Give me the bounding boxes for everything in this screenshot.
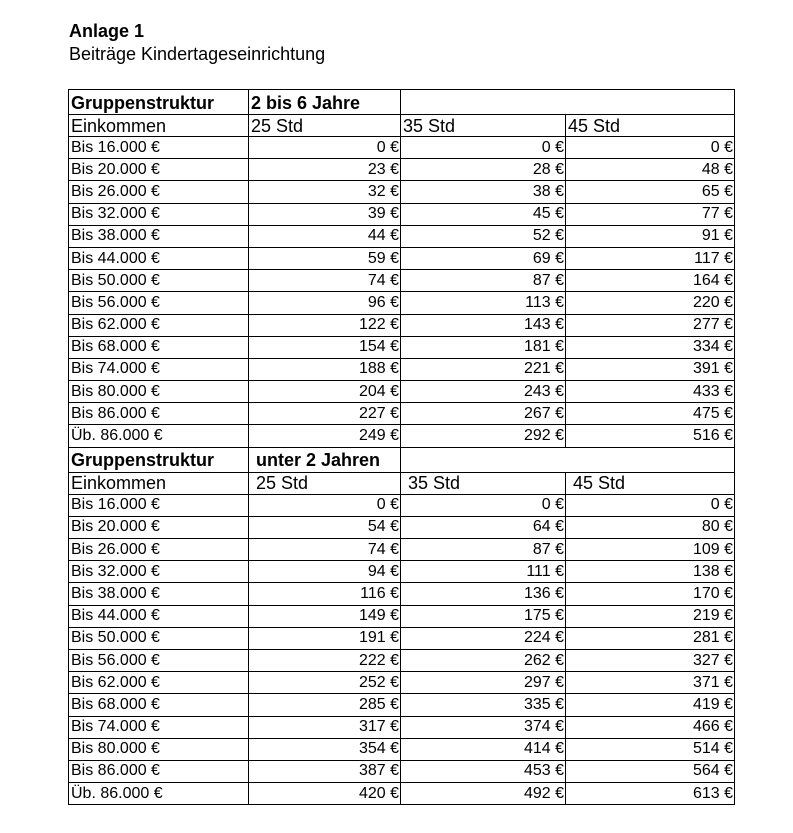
document-title: Anlage 1 (69, 21, 145, 41)
income-bracket: Bis 68.000 € (69, 694, 249, 716)
fee-value: 267 € (401, 403, 566, 425)
fee-value: 69 € (401, 247, 566, 269)
fee-value: 249 € (249, 425, 401, 447)
fee-value: 0 € (401, 137, 566, 159)
income-bracket: Üb. 86.000 € (69, 425, 249, 447)
table-row (69, 203, 735, 225)
group-header-row (69, 447, 735, 472)
income-bracket: Bis 80.000 € (69, 381, 249, 403)
table-row (69, 181, 735, 203)
hours-column-header-0: 25 Std (249, 472, 401, 494)
income-bracket: Bis 56.000 € (69, 649, 249, 671)
fee-value: 371 € (566, 672, 735, 694)
group-structure-label: Gruppenstruktur (69, 90, 249, 115)
fee-value: 45 € (401, 203, 566, 225)
fee-value: 113 € (401, 292, 566, 314)
fee-value: 149 € (249, 605, 401, 627)
fee-value: 80 € (566, 516, 735, 538)
fee-value: 227 € (249, 403, 401, 425)
hours-column-header-1: 35 Std (401, 115, 566, 137)
table-row (69, 605, 735, 627)
fee-value: 175 € (401, 605, 566, 627)
empty-header-cell (401, 447, 735, 472)
table-row (69, 583, 735, 605)
fee-value: 111 € (401, 561, 566, 583)
fee-value: 109 € (566, 539, 735, 561)
income-bracket: Bis 50.000 € (69, 627, 249, 649)
fee-value: 0 € (566, 137, 735, 159)
fee-value: 335 € (401, 694, 566, 716)
table-row (69, 516, 735, 538)
document-subtitle: Beiträge Kindertageseinrichtung (69, 44, 326, 64)
fee-value: 262 € (401, 649, 566, 671)
fee-value: 564 € (566, 760, 735, 782)
fee-value: 222 € (249, 649, 401, 671)
fee-value: 220 € (566, 292, 735, 314)
fee-value: 391 € (566, 358, 735, 380)
fee-value: 475 € (566, 403, 735, 425)
fee-value: 277 € (566, 314, 735, 336)
fee-value: 191 € (249, 627, 401, 649)
fee-value: 28 € (401, 159, 566, 181)
hours-column-header-2: 45 Std (566, 472, 735, 494)
table-row (69, 425, 735, 447)
fee-value: 181 € (401, 336, 566, 358)
income-bracket: Üb. 86.000 € (69, 783, 249, 805)
income-bracket: Bis 44.000 € (69, 247, 249, 269)
fee-value: 117 € (566, 247, 735, 269)
fee-value: 453 € (401, 760, 566, 782)
fee-value: 317 € (249, 716, 401, 738)
fee-value: 94 € (249, 561, 401, 583)
fee-value: 219 € (566, 605, 735, 627)
fee-value: 96 € (249, 292, 401, 314)
table-row (69, 760, 735, 782)
income-bracket: Bis 62.000 € (69, 314, 249, 336)
group-structure-label: Gruppenstruktur (69, 447, 249, 472)
fee-value: 48 € (566, 159, 735, 181)
table-row (69, 494, 735, 516)
fee-table (68, 89, 735, 805)
table-row (69, 738, 735, 760)
table-row (69, 247, 735, 269)
fee-value: 292 € (401, 425, 566, 447)
income-bracket: Bis 86.000 € (69, 760, 249, 782)
table-row (69, 539, 735, 561)
fee-value: 0 € (566, 494, 735, 516)
income-bracket: Bis 62.000 € (69, 672, 249, 694)
fee-value: 374 € (401, 716, 566, 738)
table-row (69, 225, 735, 247)
table-row (69, 783, 735, 805)
income-bracket: Bis 20.000 € (69, 516, 249, 538)
fee-value: 334 € (566, 336, 735, 358)
fee-value: 77 € (566, 203, 735, 225)
fee-value: 54 € (249, 516, 401, 538)
fee-value: 285 € (249, 694, 401, 716)
table-row (69, 561, 735, 583)
fee-value: 419 € (566, 694, 735, 716)
fee-value: 136 € (401, 583, 566, 605)
fee-value: 138 € (566, 561, 735, 583)
income-bracket: Bis 80.000 € (69, 738, 249, 760)
fee-value: 143 € (401, 314, 566, 336)
fee-value: 154 € (249, 336, 401, 358)
table-row (69, 672, 735, 694)
fee-value: 32 € (249, 181, 401, 203)
fee-value: 0 € (249, 494, 401, 516)
fee-value: 492 € (401, 783, 566, 805)
fee-value: 91 € (566, 225, 735, 247)
group-header-row (69, 90, 735, 115)
income-bracket: Bis 16.000 € (69, 137, 249, 159)
fee-value: 414 € (401, 738, 566, 760)
fee-value: 39 € (249, 203, 401, 225)
income-bracket: Bis 16.000 € (69, 494, 249, 516)
income-bracket: Bis 44.000 € (69, 605, 249, 627)
fee-value: 327 € (566, 649, 735, 671)
income-bracket: Bis 26.000 € (69, 181, 249, 203)
fee-value: 297 € (401, 672, 566, 694)
group-age-label: unter 2 Jahren (249, 447, 401, 472)
fee-value: 87 € (401, 539, 566, 561)
hours-column-header-0: 25 Std (249, 115, 401, 137)
income-column-header: Einkommen (69, 115, 249, 137)
fee-value: 23 € (249, 159, 401, 181)
column-header-row (69, 472, 735, 494)
fee-value: 74 € (249, 539, 401, 561)
fee-value: 122 € (249, 314, 401, 336)
table-row (69, 336, 735, 358)
fee-value: 74 € (249, 270, 401, 292)
income-bracket: Bis 38.000 € (69, 583, 249, 605)
fee-value: 0 € (249, 137, 401, 159)
table-row (69, 694, 735, 716)
table-row (69, 358, 735, 380)
hours-column-header-1: 35 Std (401, 472, 566, 494)
income-bracket: Bis 74.000 € (69, 358, 249, 380)
fee-value: 204 € (249, 381, 401, 403)
fee-value: 387 € (249, 760, 401, 782)
income-bracket: Bis 32.000 € (69, 561, 249, 583)
table-row (69, 403, 735, 425)
income-bracket: Bis 20.000 € (69, 159, 249, 181)
table-row (69, 314, 735, 336)
group-age-label: 2 bis 6 Jahre (249, 90, 401, 115)
income-bracket: Bis 50.000 € (69, 270, 249, 292)
table-row (69, 137, 735, 159)
fee-value: 164 € (566, 270, 735, 292)
column-header-row (69, 115, 735, 137)
income-bracket: Bis 38.000 € (69, 225, 249, 247)
fee-value: 65 € (566, 181, 735, 203)
fee-value: 252 € (249, 672, 401, 694)
fee-value: 38 € (401, 181, 566, 203)
hours-column-header-2: 45 Std (566, 115, 735, 137)
empty-header-cell (401, 90, 735, 115)
fee-value: 516 € (566, 425, 735, 447)
fee-value: 221 € (401, 358, 566, 380)
fee-value: 420 € (249, 783, 401, 805)
fee-value: 224 € (401, 627, 566, 649)
table-row (69, 159, 735, 181)
fee-value: 44 € (249, 225, 401, 247)
income-bracket: Bis 26.000 € (69, 539, 249, 561)
fee-value: 514 € (566, 738, 735, 760)
table-row (69, 292, 735, 314)
fee-value: 466 € (566, 716, 735, 738)
table-row (69, 649, 735, 671)
table-row (69, 270, 735, 292)
table-row (69, 381, 735, 403)
income-bracket: Bis 56.000 € (69, 292, 249, 314)
fee-value: 613 € (566, 783, 735, 805)
fee-value: 354 € (249, 738, 401, 760)
fee-value: 243 € (401, 381, 566, 403)
fee-value: 433 € (566, 381, 735, 403)
fee-value: 64 € (401, 516, 566, 538)
table-row (69, 716, 735, 738)
income-bracket: Bis 74.000 € (69, 716, 249, 738)
income-bracket: Bis 86.000 € (69, 403, 249, 425)
fee-value: 281 € (566, 627, 735, 649)
income-column-header: Einkommen (69, 472, 249, 494)
fee-value: 87 € (401, 270, 566, 292)
fee-value: 0 € (401, 494, 566, 516)
fee-value: 59 € (249, 247, 401, 269)
fee-value: 170 € (566, 583, 735, 605)
income-bracket: Bis 32.000 € (69, 203, 249, 225)
fee-value: 188 € (249, 358, 401, 380)
income-bracket: Bis 68.000 € (69, 336, 249, 358)
fee-value: 52 € (401, 225, 566, 247)
fee-value: 116 € (249, 583, 401, 605)
table-row (69, 627, 735, 649)
